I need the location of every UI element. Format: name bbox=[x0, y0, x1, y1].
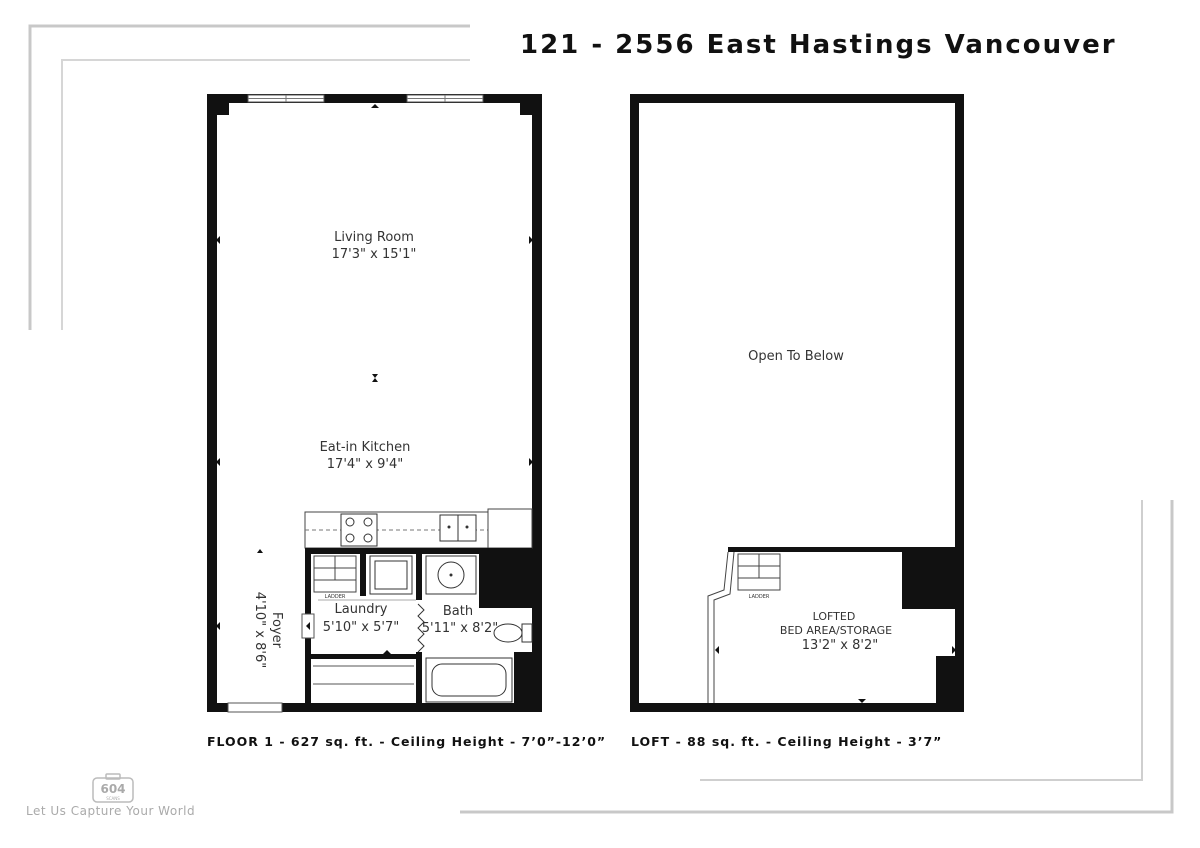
loft-caption: LOFT - 88 sq. ft. - Ceiling Height - 3’7” bbox=[631, 734, 943, 749]
laundry-dims: 5'10" x 5'7" bbox=[322, 620, 400, 635]
logo-subtext: SCANS bbox=[106, 796, 120, 801]
camera-logo-icon bbox=[92, 773, 134, 803]
bath-dims: 5'11" x 8'2" bbox=[421, 621, 499, 636]
kitchen-label: Eat-in Kitchen bbox=[319, 440, 411, 455]
lofted-dims: 13'2" x 8'2" bbox=[801, 638, 879, 653]
floor1-caption: FLOOR 1 - 627 sq. ft. - Ceiling Height - 7’0”-12’0” bbox=[207, 734, 607, 749]
lofted-label-line2: BED AREA/STORAGE bbox=[779, 624, 893, 637]
logo-text: 604 bbox=[100, 782, 126, 796]
foyer-dims: 4'10" x 8'6" bbox=[252, 591, 267, 669]
foyer-label: Foyer bbox=[269, 611, 284, 649]
loft-walls bbox=[630, 94, 964, 712]
kitchen-dims: 17'4" x 9'4" bbox=[326, 457, 404, 472]
brand-tagline: Let Us Capture Your World bbox=[26, 804, 196, 818]
living-room-dims: 17'3" x 15'1" bbox=[331, 247, 417, 262]
loft-ladder-label: LADDER bbox=[748, 594, 770, 600]
floor1-ladder-label: LADDER bbox=[324, 594, 346, 600]
open-to-below-label: Open To Below bbox=[748, 349, 844, 364]
laundry-label: Laundry bbox=[334, 602, 388, 617]
bath-label: Bath bbox=[442, 604, 474, 619]
living-room-label: Living Room bbox=[334, 230, 414, 245]
lofted-label-line1: LOFTED bbox=[812, 610, 856, 623]
page-title: 121 - 2556 East Hastings Vancouver bbox=[520, 30, 1117, 60]
